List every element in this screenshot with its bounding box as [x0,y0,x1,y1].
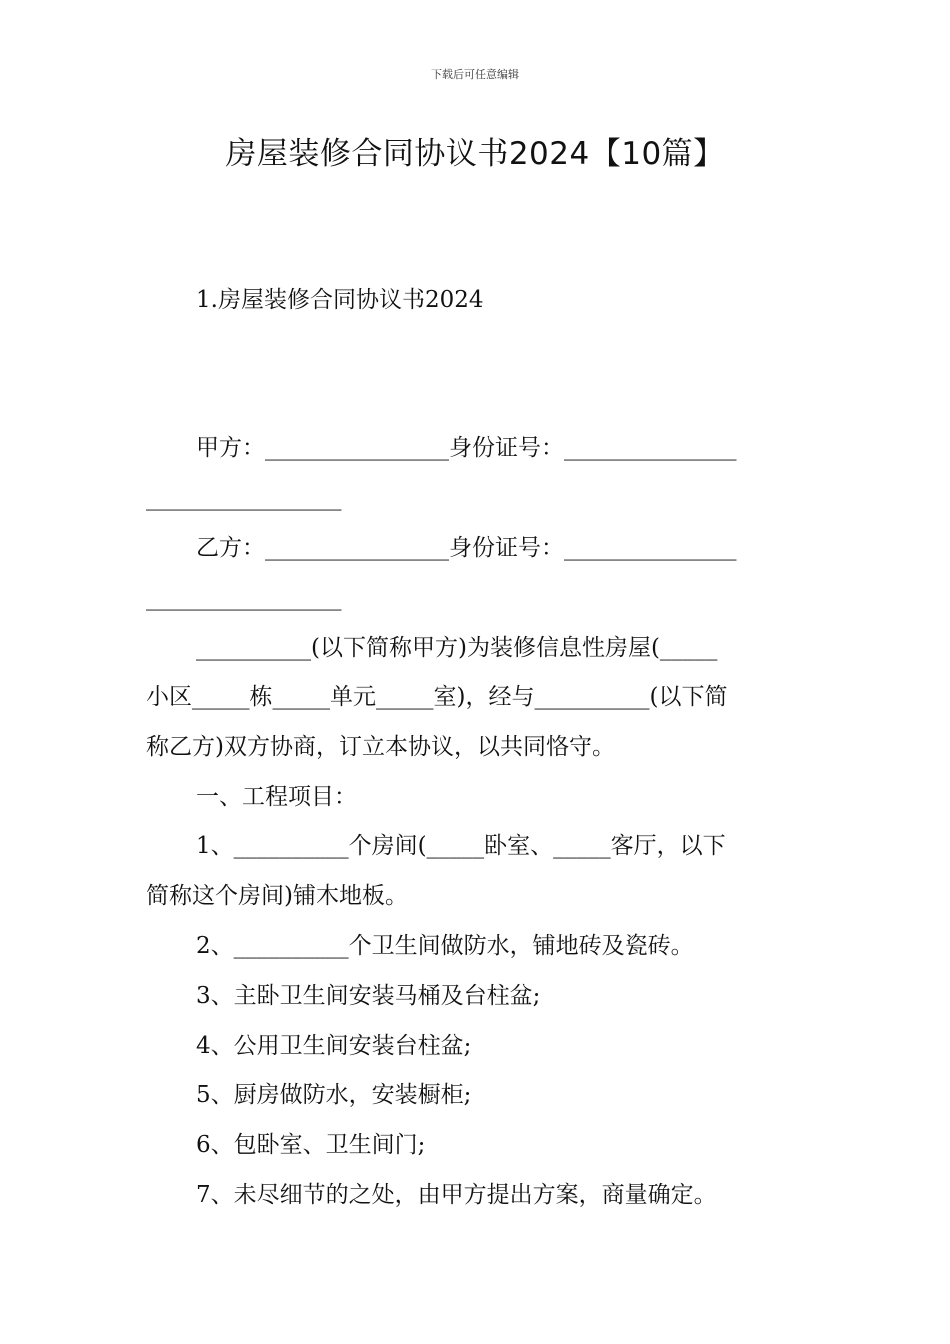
section-heading: 1.房屋装修合同协议书2024 [196,287,484,313]
party-a-continuation: _________________ [146,485,342,511]
paragraph-1-line-1: __________(以下简称甲方)为装修信息性房屋(_____ [196,635,718,661]
paragraph-1-line-2: 小区_____栋_____单元_____室)，经与__________(以下简 [146,684,728,710]
item-2: 2、__________个卫生间做防水，铺地砖及瓷砖。 [196,933,694,959]
item-section-heading: 一、工程项目： [196,784,357,810]
item-1-line-1: 1、__________个房间(_____卧室、_____客厅，以下 [196,833,726,859]
item-1-line-2: 简称这个房间)铺木地板。 [146,883,408,909]
item-7: 7、未尽细节的之处，由甲方提出方案，商量确定。 [196,1182,717,1208]
item-4: 4、公用卫生间安装台柱盆; [196,1033,472,1059]
item-5: 5、厨房做防水，安装橱柜; [196,1082,472,1108]
header-note: 下载后可任意编辑 [431,68,519,81]
item-6: 6、包卧室、卫生间门; [196,1132,426,1158]
document-title: 房屋装修合同协议书2024【10篇】 [225,136,725,172]
party-b-continuation: _________________ [146,585,342,611]
party-b-line: 乙方：________________身份证号：_______________ [196,535,737,561]
item-3: 3、主卧卫生间安装马桶及台柱盆; [196,983,541,1009]
party-a-line: 甲方：________________身份证号：_______________ [196,435,737,461]
paragraph-1-line-3: 称乙方)双方协商，订立本协议，以共同恪守。 [146,734,615,760]
